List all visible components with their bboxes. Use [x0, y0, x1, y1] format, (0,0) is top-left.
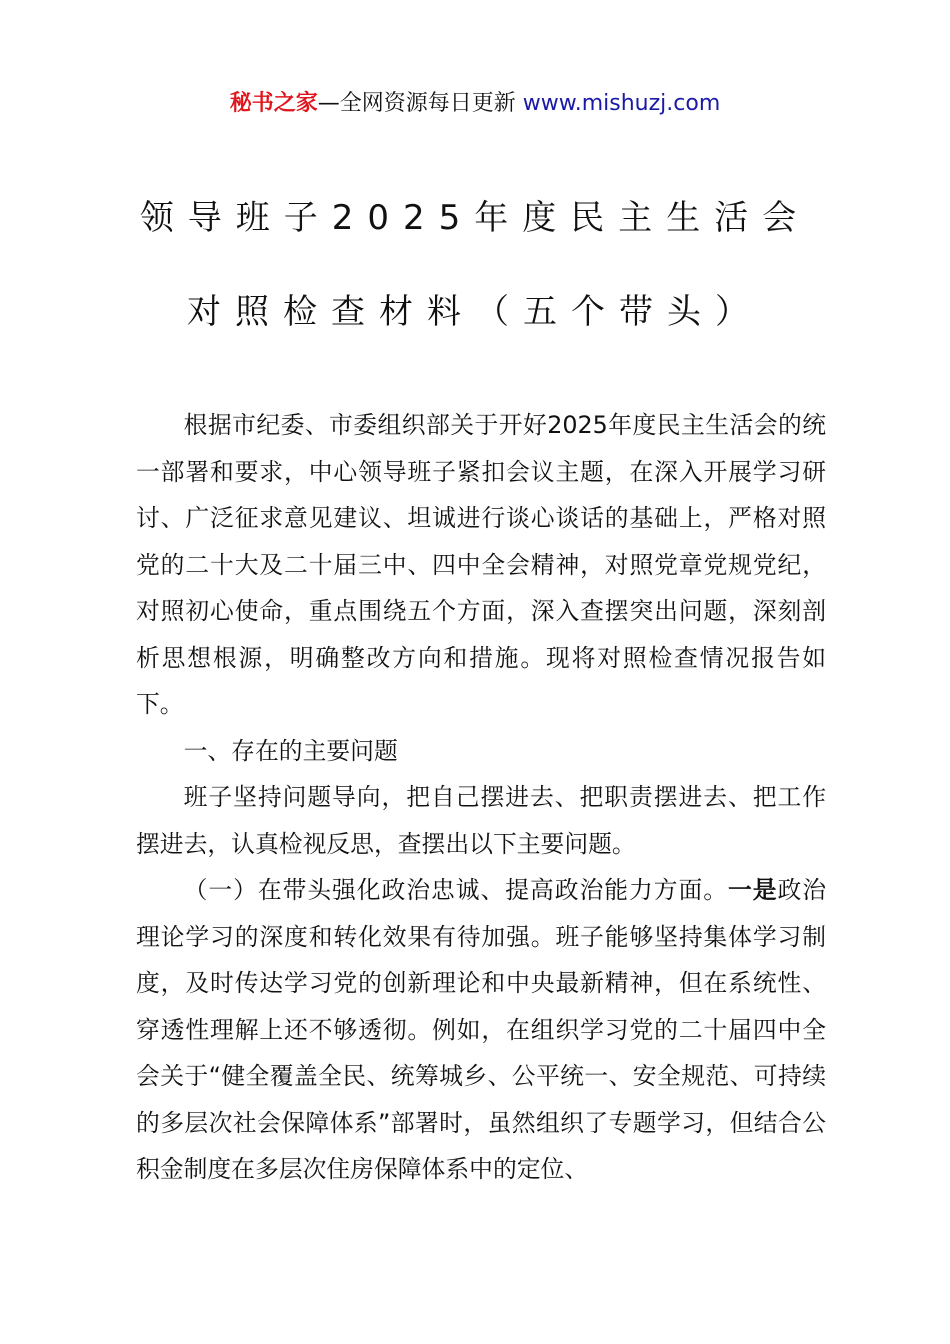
page-header — [0, 88, 950, 120]
item-1-paragraph — [136, 867, 826, 1193]
document-body — [136, 402, 826, 1193]
header-tagline: —全网资源每日更新 — [317, 91, 523, 116]
document-title-line-2: 对照检查材料（五个带头） — [187, 292, 763, 332]
item-1-heading: （一）在带头强化政治忠诚、提高政治能力方面。 — [183, 876, 728, 904]
document-title-line-1: 领导班子2025年度民主生活会 — [139, 198, 811, 238]
section-1-heading: 一、存在的主要问题 — [183, 736, 398, 765]
item-1-text: 政治理论学习的深度和转化效果有待加强。班子能够坚持集体学习制度，及时传达学习党的创新理论和中央最新精神，但在系统性、穿透性理解上还不够透彻。例如，在组织学习党的二十届四中全会关于“健全覆盖全民、统筹城乡、公平统一、安全规范、可持续的多层次社会保障体系”部署时，虽然组织了专题学习，但结合公积金制度在多层次住房保障体系中的定位、 — [136, 876, 827, 1183]
item-1-lead: 一是 — [727, 876, 778, 904]
brand-name: 秘书之家 — [229, 91, 318, 116]
header-url-link[interactable]: www.mishuzj.com — [522, 91, 721, 116]
intro-paragraph: 根据市纪委、市委组织部关于开好2025年度民主生活会的统一部署和要求，中心领导班子紧扣会议主题，在深入开展学习研讨、广泛征求意见建议、坦诚进行谈心谈话的基础上，严格对照党的二十大及二十届三中、四中全会精神，对照党章党规党纪，对照初心使命，重点围绕五个方面，深入查摆突出问题，深刻剖析思想根源，明确整改方向和措施。现将对照检查情况报告如下。 — [136, 411, 826, 718]
section-1-intro-paragraph: 班子坚持问题导向，把自己摆进去、把职责摆进去、把工作摆进去，认真检视反思，查摆出以下主要问题。 — [136, 783, 826, 858]
